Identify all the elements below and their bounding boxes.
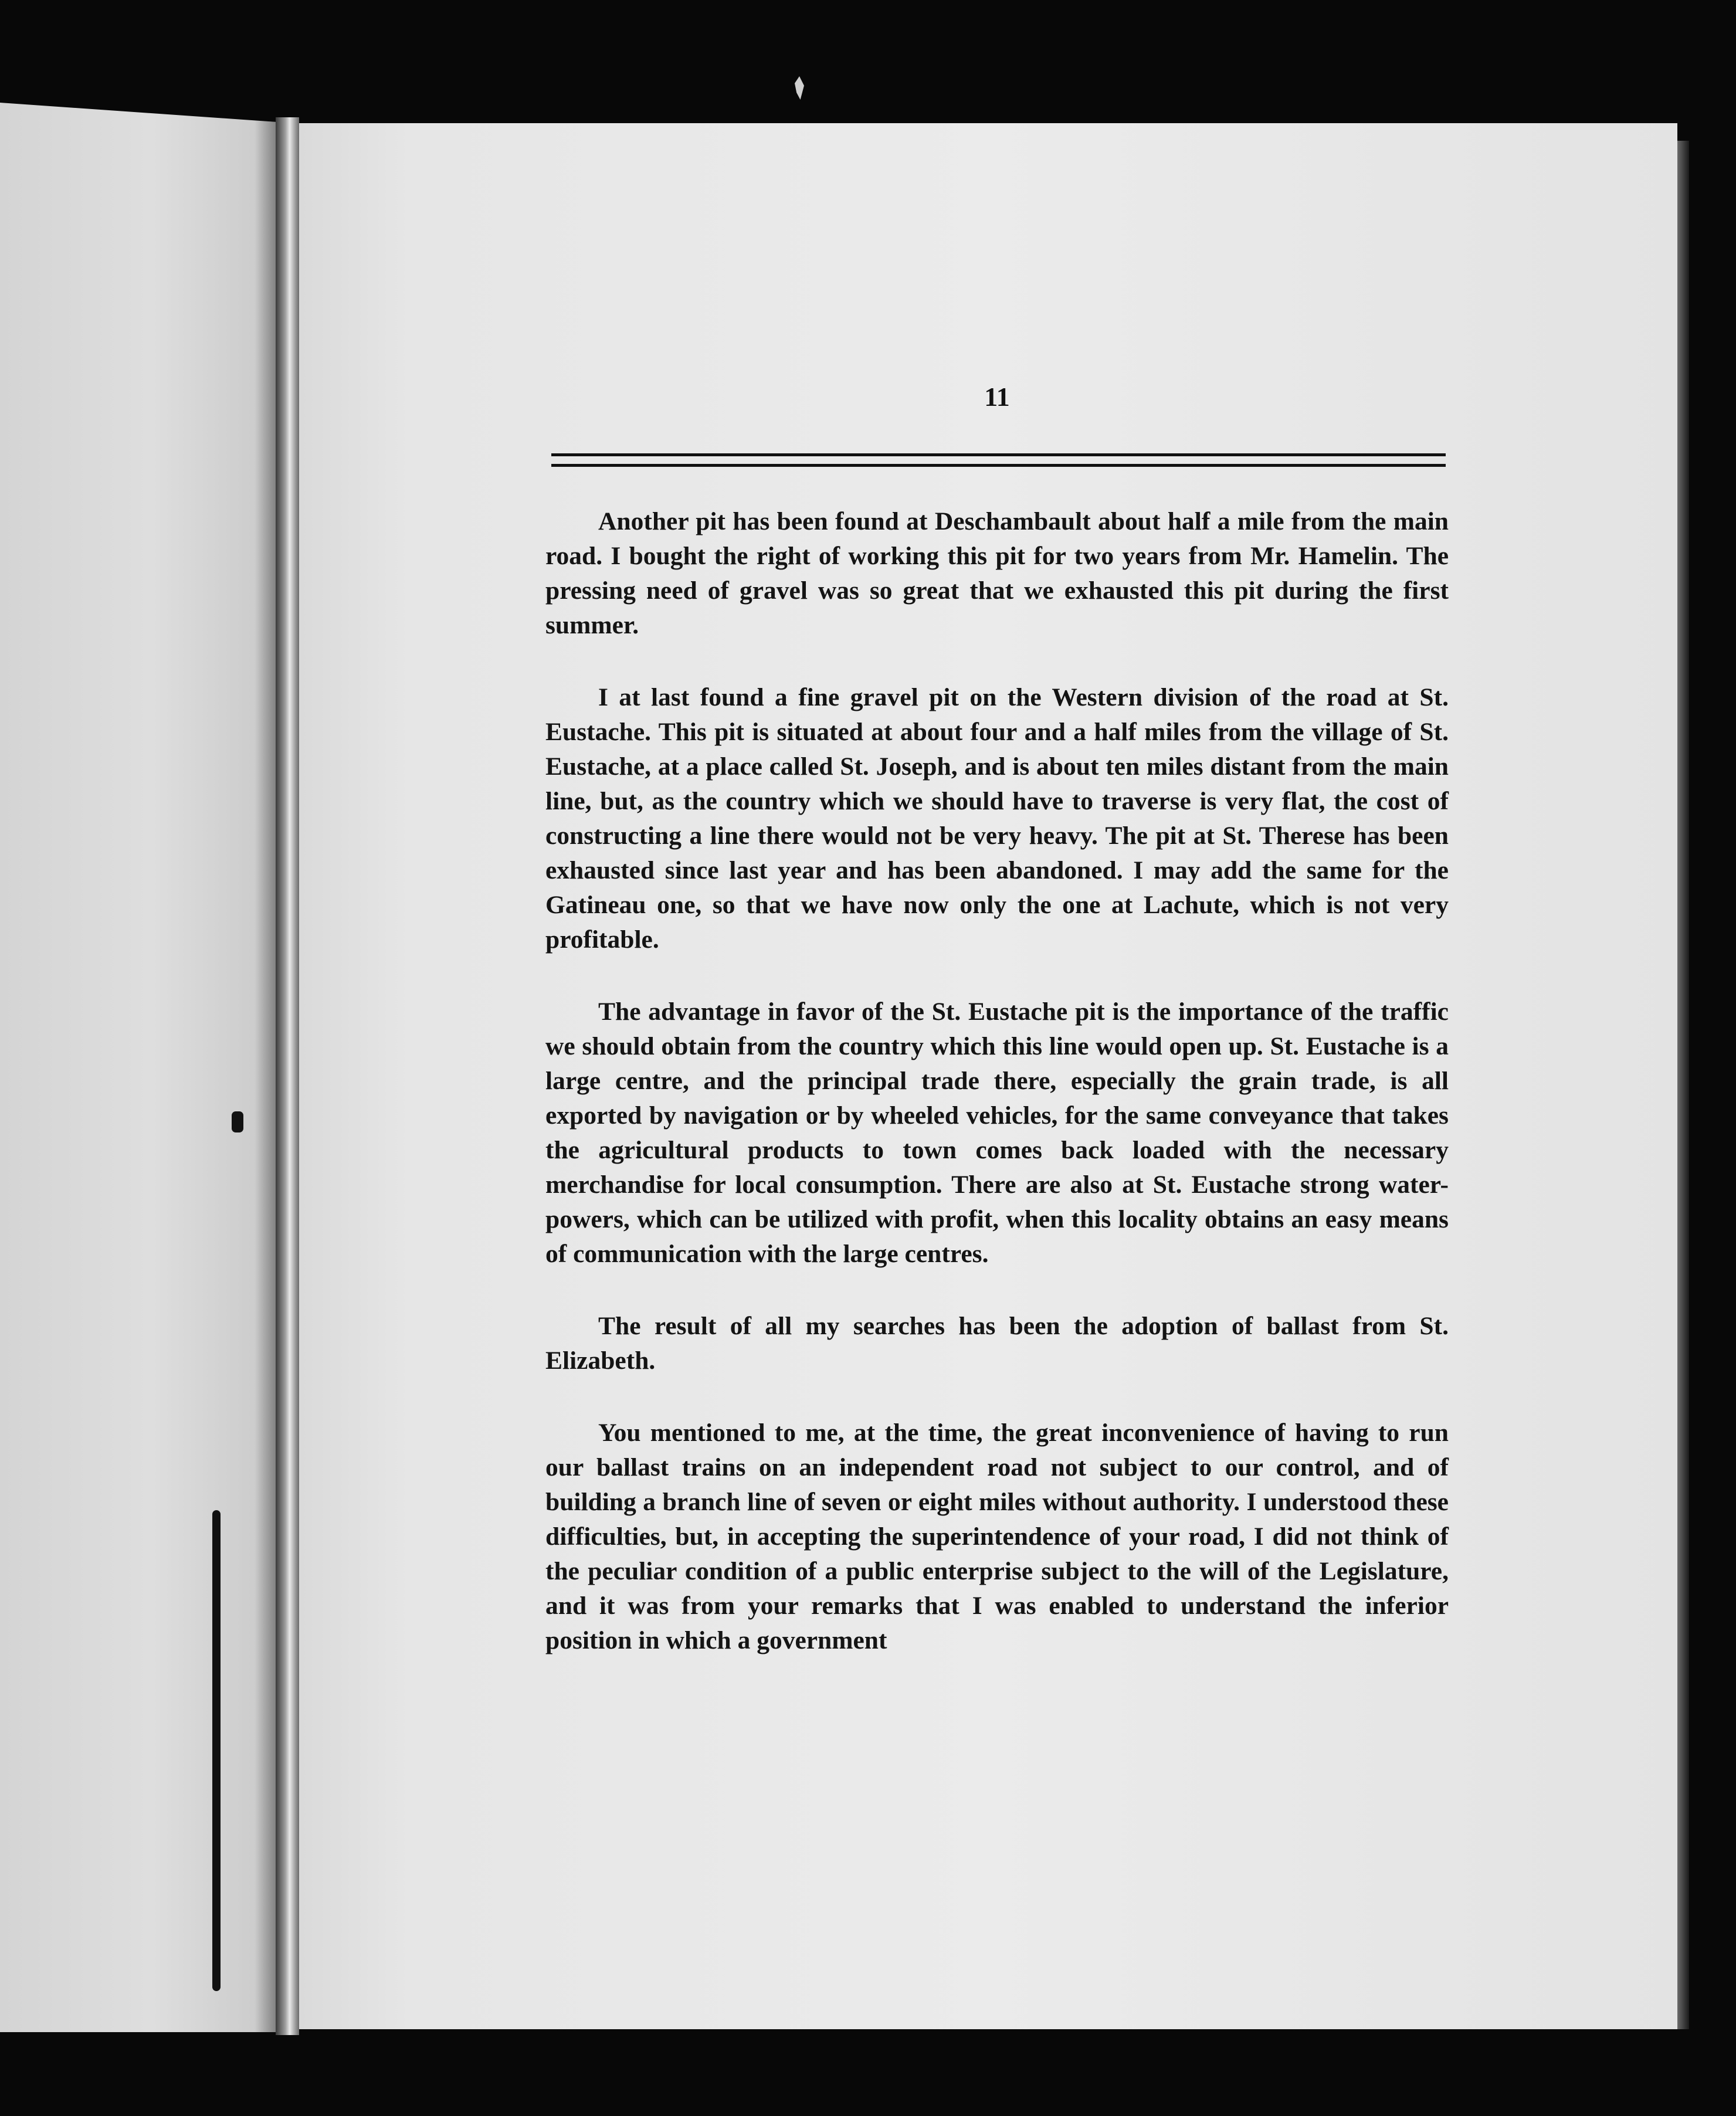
binding-clip <box>232 1111 243 1132</box>
paragraph: The result of all my searches has been the adoption of ballast from St. Elizabeth. <box>545 1312 1449 1375</box>
page-gutter-shadow <box>255 103 276 2032</box>
page-number: 11 <box>984 382 1010 412</box>
binding-stitch <box>212 1510 221 1991</box>
previous-page-edge <box>0 103 276 2032</box>
header-rule-bottom <box>551 464 1446 467</box>
paragraph: Another pit has been found at Deschambault about half a mile from the main road. I bought the right of working this pit for two years from Mr. Hamelin. The pressing need of gravel was so great that we exhausted this pit during the first summer. <box>545 507 1449 639</box>
document-page <box>299 123 1677 2029</box>
page-body <box>545 504 1449 1695</box>
scan-speck <box>795 76 804 100</box>
book-spine <box>276 117 299 2035</box>
header-rule-top <box>551 453 1446 456</box>
paragraph: The advantage in favor of the St. Eustache pit is the importance of the traffic we should obtain from the country which this line would open up. St. Eustache is a large centre, and the principal trade there, especially the grain trade, is all exported by navigation or by wheeled vehicles, for the same conveyance that takes the agricultural products to town comes back loaded with the necessary merchandise for local consumption. There are also at St. Eustache strong water-powers, which can be utilized with profit, when this locality obtains an easy means of communication with the large centres. <box>545 998 1449 1268</box>
page-right-edge <box>1677 141 1689 2029</box>
paragraph: You mentioned to me, at the time, the great inconvenience of having to run our ballast trains on an independent road not subject to our control, and of building a branch line of seven or eight miles without authority. I understood these difficulties, but, in accepting the superintendence of your road, I did not think of the peculiar condition of a public enterprise subject to the will of the Legislature, and it was from your remarks that I was enabled to understand the inferior position in which a government <box>545 1419 1449 1654</box>
paragraph: I at last found a fine gravel pit on the Western division of the road at St. Eustache. This pit is situated at about four and a half miles from the village of St. Eustache, at a place called St. Joseph, and is about ten miles distant from the main line, but, as the country which we should have to traverse is very flat, the cost of constructing a line there would not be very heavy. The pit at St. Therese has been exhausted since last year and has been abandoned. I may add the same for the Gatineau one, so that we have now only the one at Lachute, which is not very profitable. <box>545 683 1449 954</box>
